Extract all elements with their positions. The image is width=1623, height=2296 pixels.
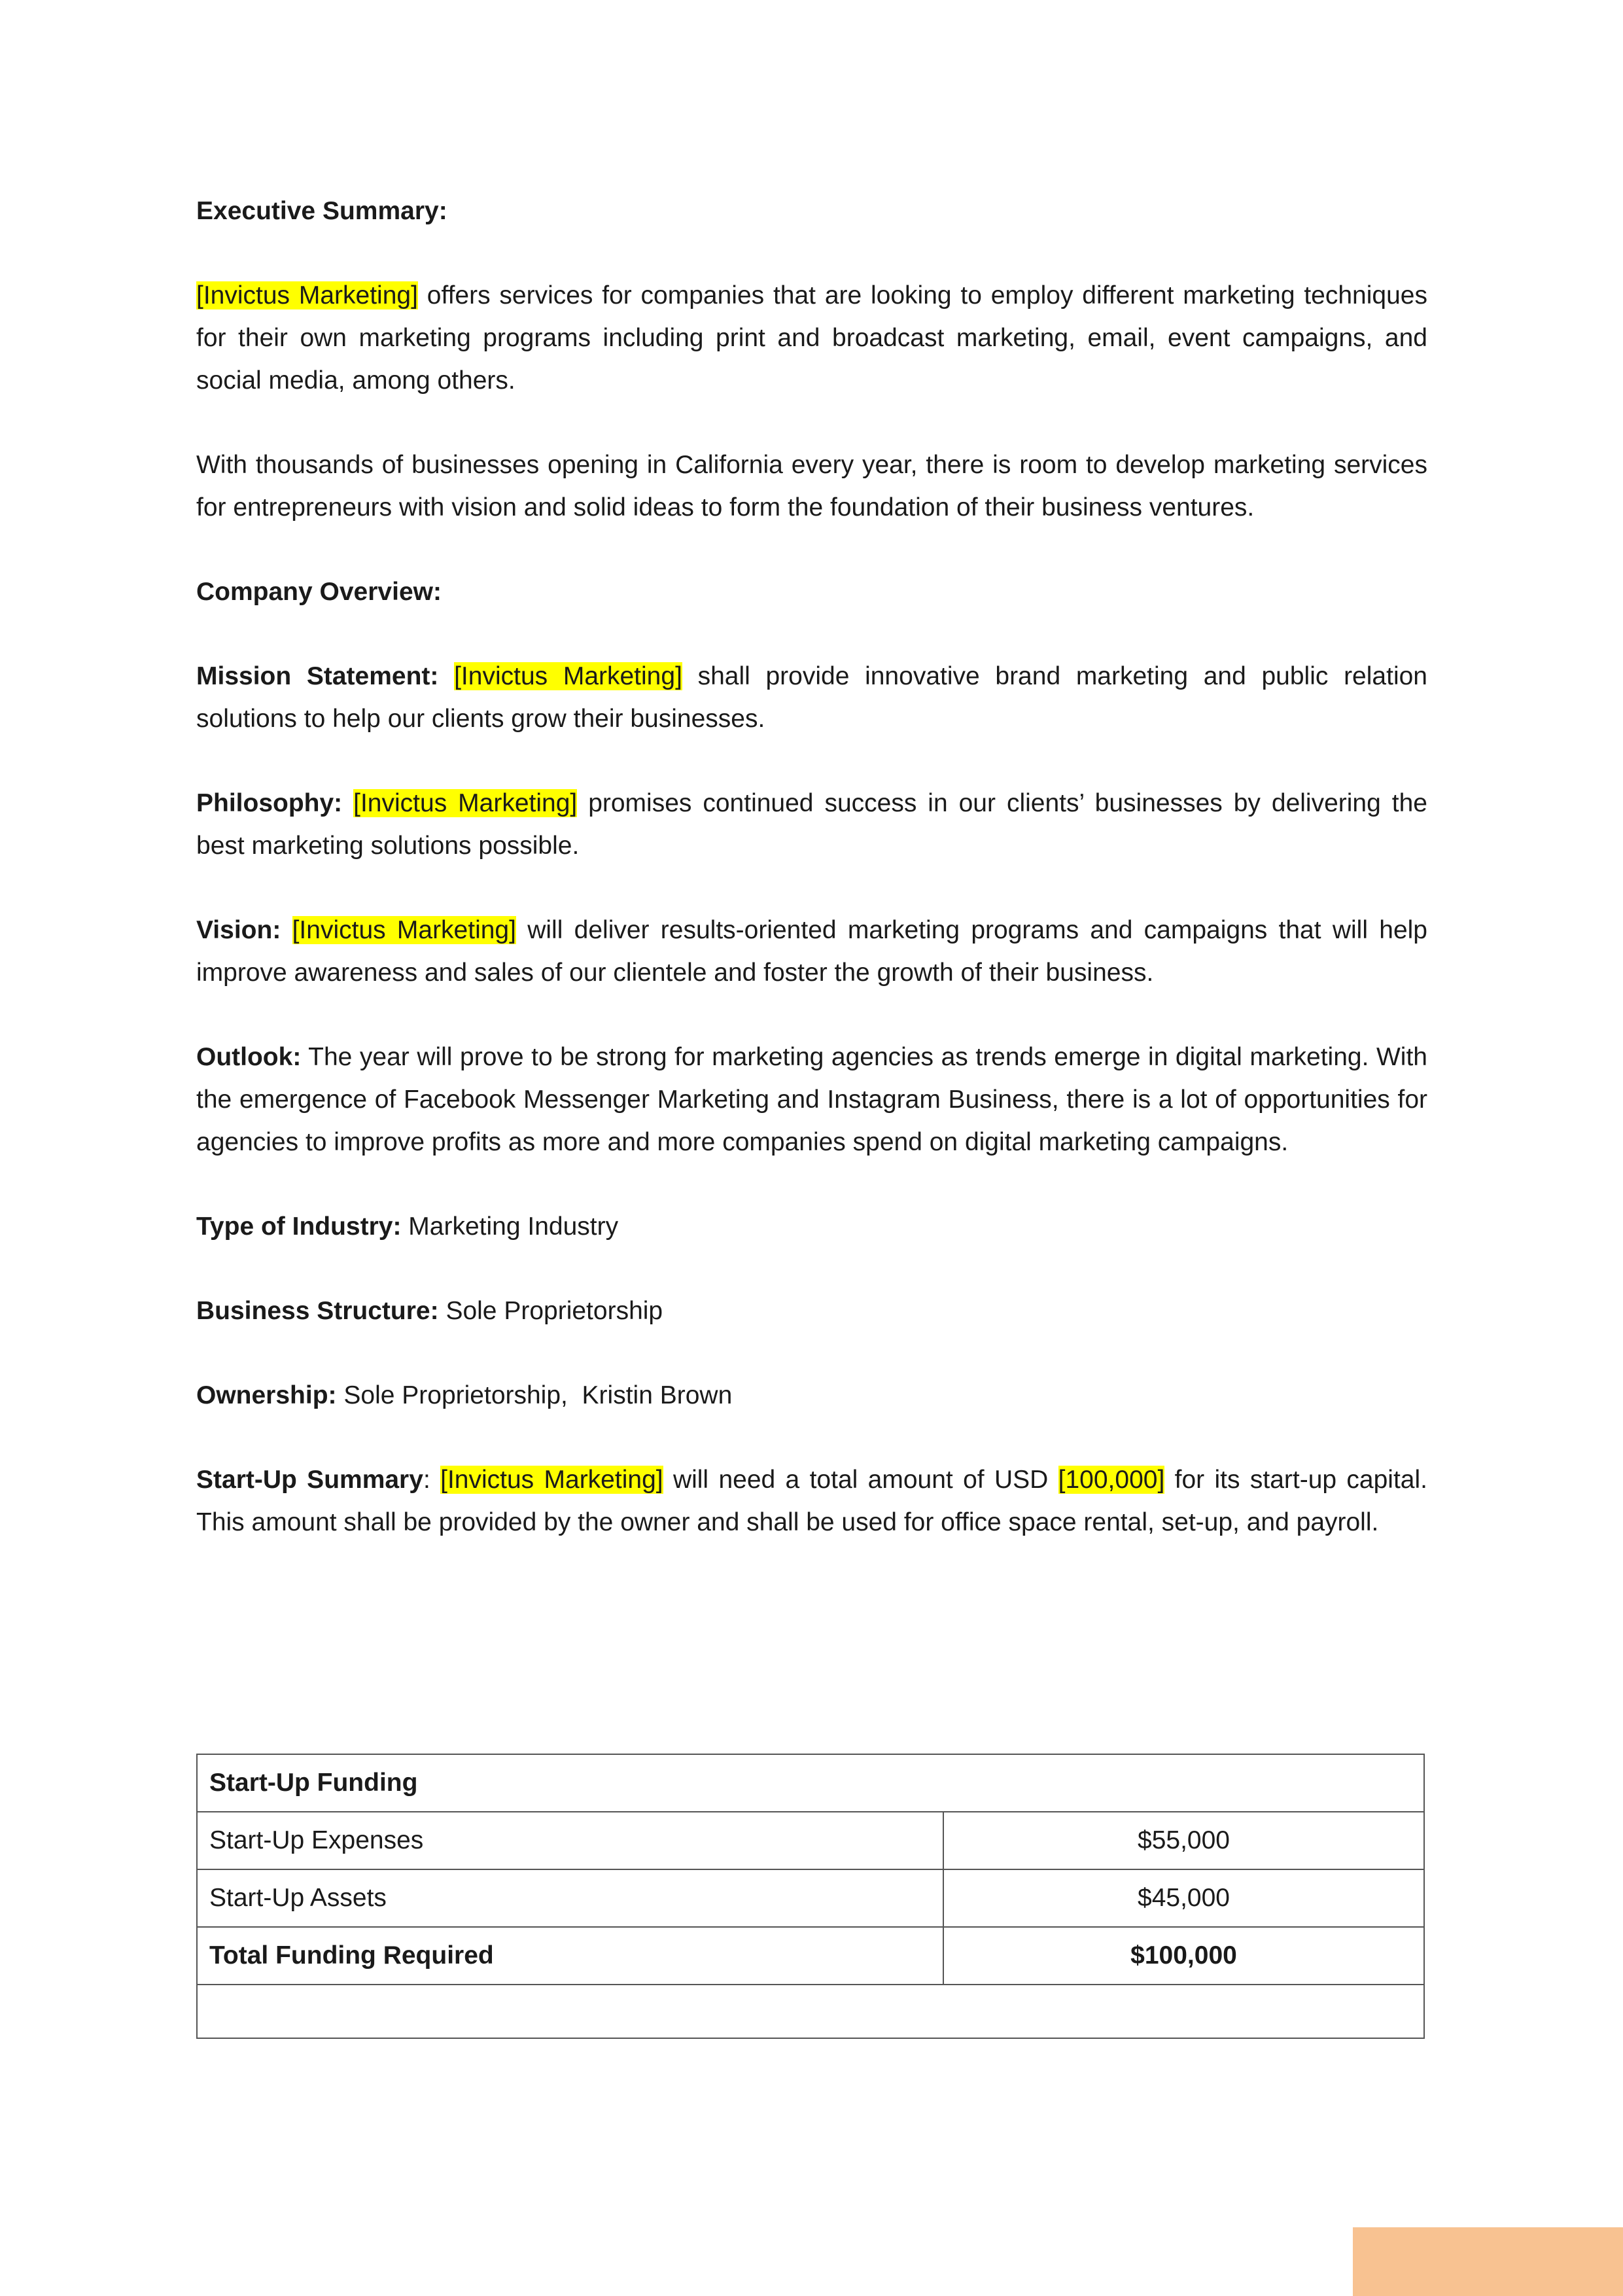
company-name-highlight: [Invictus Marketing] (440, 1466, 663, 1494)
company-overview-heading: Company Overview: (196, 578, 442, 606)
start-up-funding-table (196, 1754, 1425, 2039)
table-row (197, 1869, 1424, 1927)
philosophy-label: Philosophy: (196, 789, 343, 817)
mission-label: Mission Statement: (196, 662, 439, 690)
row-value: $45,000 (943, 1869, 1424, 1927)
type-of-industry: Type of Industry: Marketing Industry (196, 1212, 619, 1241)
table-row (197, 1812, 1424, 1869)
ownership-label: Ownership: (196, 1381, 337, 1409)
mission-statement: Mission Statement: [Invictus Marketing] shall provide innovative brand marketing and public relation solutions to help our clients grow their businesses. (196, 662, 1427, 733)
company-name-highlight: [Invictus Marketing] (196, 281, 418, 309)
company-name-highlight: [Invictus Marketing] (292, 916, 516, 944)
executive-summary-paragraph-2: With thousands of businesses opening in California every year, there is room to develop marketing services for entrepreneurs with vision and solid ideas to form the foundation of their business ventures. (196, 451, 1427, 521)
table-header-row (197, 1754, 1424, 1812)
business-structure: Business Structure: Sole Proprietorship (196, 1297, 663, 1325)
row-value: $55,000 (943, 1812, 1424, 1869)
row-label: Start-Up Expenses (197, 1812, 943, 1869)
startup-label: Start-Up Summary (196, 1466, 423, 1494)
vision: Vision: [Invictus Marketing] will deliver results-oriented marketing programs and campaigns that will help improve awareness and sales of our clientele and foster the growth of their business. (196, 916, 1427, 987)
ownership: Ownership: Sole Proprietorship, Kristin Brown (196, 1381, 733, 1409)
document-body (196, 190, 1427, 1544)
row-label: Start-Up Assets (197, 1869, 943, 1927)
executive-summary-paragraph-1: [Invictus Marketing] offers services for companies that are looking to employ different marketing techniques for their own marketing programs including print and broadcast marketing, email, event campaigns, and social media, among others. (196, 281, 1427, 395)
decorative-corner-block (1353, 2227, 1623, 2296)
company-name-highlight: [Invictus Marketing] (454, 662, 682, 690)
start-up-summary: Start-Up Summary: [Invictus Marketing] will need a total amount of USD [100,000] for its start-up capital. This amount shall be provided by the owner and shall be used for office space rental, set-up, and payroll. (196, 1466, 1427, 1536)
philosophy: Philosophy: [Invictus Marketing] promises continued success in our clients’ businesses by delivering the best marketing solutions possible. (196, 789, 1427, 860)
structure-label: Business Structure: (196, 1297, 439, 1325)
empty-cell (197, 1985, 1424, 2038)
total-value: $100,000 (943, 1927, 1424, 1985)
table-header-cell: Start-Up Funding (197, 1754, 1424, 1812)
industry-label: Type of Industry: (196, 1212, 402, 1241)
executive-summary-heading: Executive Summary: (196, 197, 447, 225)
outlook: Outlook: The year will prove to be strong for marketing agencies as trends emerge in digital marketing. With the emergence of Facebook Messenger Marketing and Instagram Business, there is a lot of opportunities for agencies to improve profits as more and more companies spend on digital marketing campaigns. (196, 1043, 1427, 1156)
vision-label: Vision: (196, 916, 281, 944)
table-empty-row (197, 1985, 1424, 2038)
outlook-label: Outlook: (196, 1043, 302, 1071)
amount-highlight: [100,000] (1058, 1466, 1165, 1494)
total-label: Total Funding Required (197, 1927, 943, 1985)
table-total-row (197, 1927, 1424, 1985)
company-name-highlight: [Invictus Marketing] (353, 789, 578, 817)
